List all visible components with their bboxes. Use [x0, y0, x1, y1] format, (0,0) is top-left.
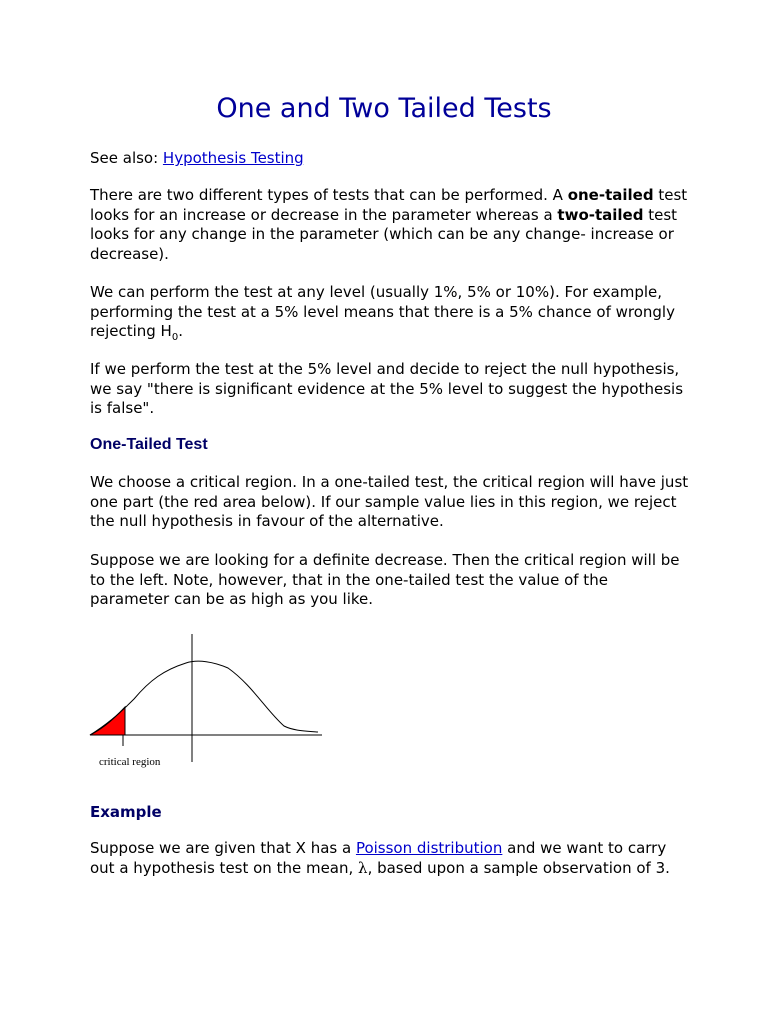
- significance-paragraph: If we perform the test at the 5% level and decide to reject the null hypothesis, we say "there is significant evidence at the 5% level to suggest the hypothesis is false".: [90, 360, 684, 417]
- critical-region-paragraph: We choose a critical region. In a one-tailed test, the critical region will have just one part (the red area below). If our sample value lies in this region, we reject the null hypothesis in favour of the alternative.: [90, 473, 689, 530]
- definite-decrease-paragraph: Suppose we are looking for a definite decrease. Then the critical region will be to the left. Note, however, that in the one-tailed test the value of the parameter can be as high as you like.: [90, 551, 680, 608]
- page-title: One and Two Tailed Tests: [216, 93, 552, 124]
- critical-region-area: [90, 707, 125, 735]
- see-also-line: [90, 149, 690, 169]
- lambda-symbol: λ: [358, 858, 368, 877]
- intro-text-1: There are two different types of tests that can be performed. A: [90, 186, 568, 204]
- one-tailed-heading: One-Tailed Test: [90, 436, 208, 453]
- example-text-3: , based upon a sample observation of 3.: [367, 858, 670, 877]
- one-tailed-term: one-tailed: [567, 186, 654, 204]
- critical-region-caption: critical region: [99, 756, 161, 768]
- h0-subscript: 0: [171, 332, 179, 343]
- example-paragraph: [90, 839, 690, 878]
- example-text-1: Suppose we are given that X has a: [90, 839, 356, 857]
- one-tailed-distribution-graph: [88, 628, 324, 772]
- intro-paragraph: [90, 186, 690, 264]
- example-heading: Example: [90, 803, 162, 821]
- two-tailed-term: two-tailed: [557, 205, 644, 224]
- level-text-end: .: [178, 322, 183, 340]
- level-text: We can perform the test at any level (usually 1%, 5% or 10%). For example, performing the test at a 5% level means that there is a 5% chance of wrongly rejecting H: [90, 283, 675, 340]
- hypothesis-testing-link[interactable]: Hypothesis Testing: [162, 149, 304, 167]
- poisson-distribution-link[interactable]: Poisson distribution: [355, 839, 503, 857]
- see-also-prefix: See also:: [90, 149, 163, 167]
- intro-text-2: test looks for an increase or decrease in the parameter whereas a: [90, 186, 688, 224]
- intro-text-3: test looks for any change in the parameter (which can be any change- increase or decrease).: [90, 205, 678, 263]
- example-text-2: and we want to carry out a hypothesis test on the mean,: [90, 839, 667, 877]
- level-paragraph: [90, 283, 690, 348]
